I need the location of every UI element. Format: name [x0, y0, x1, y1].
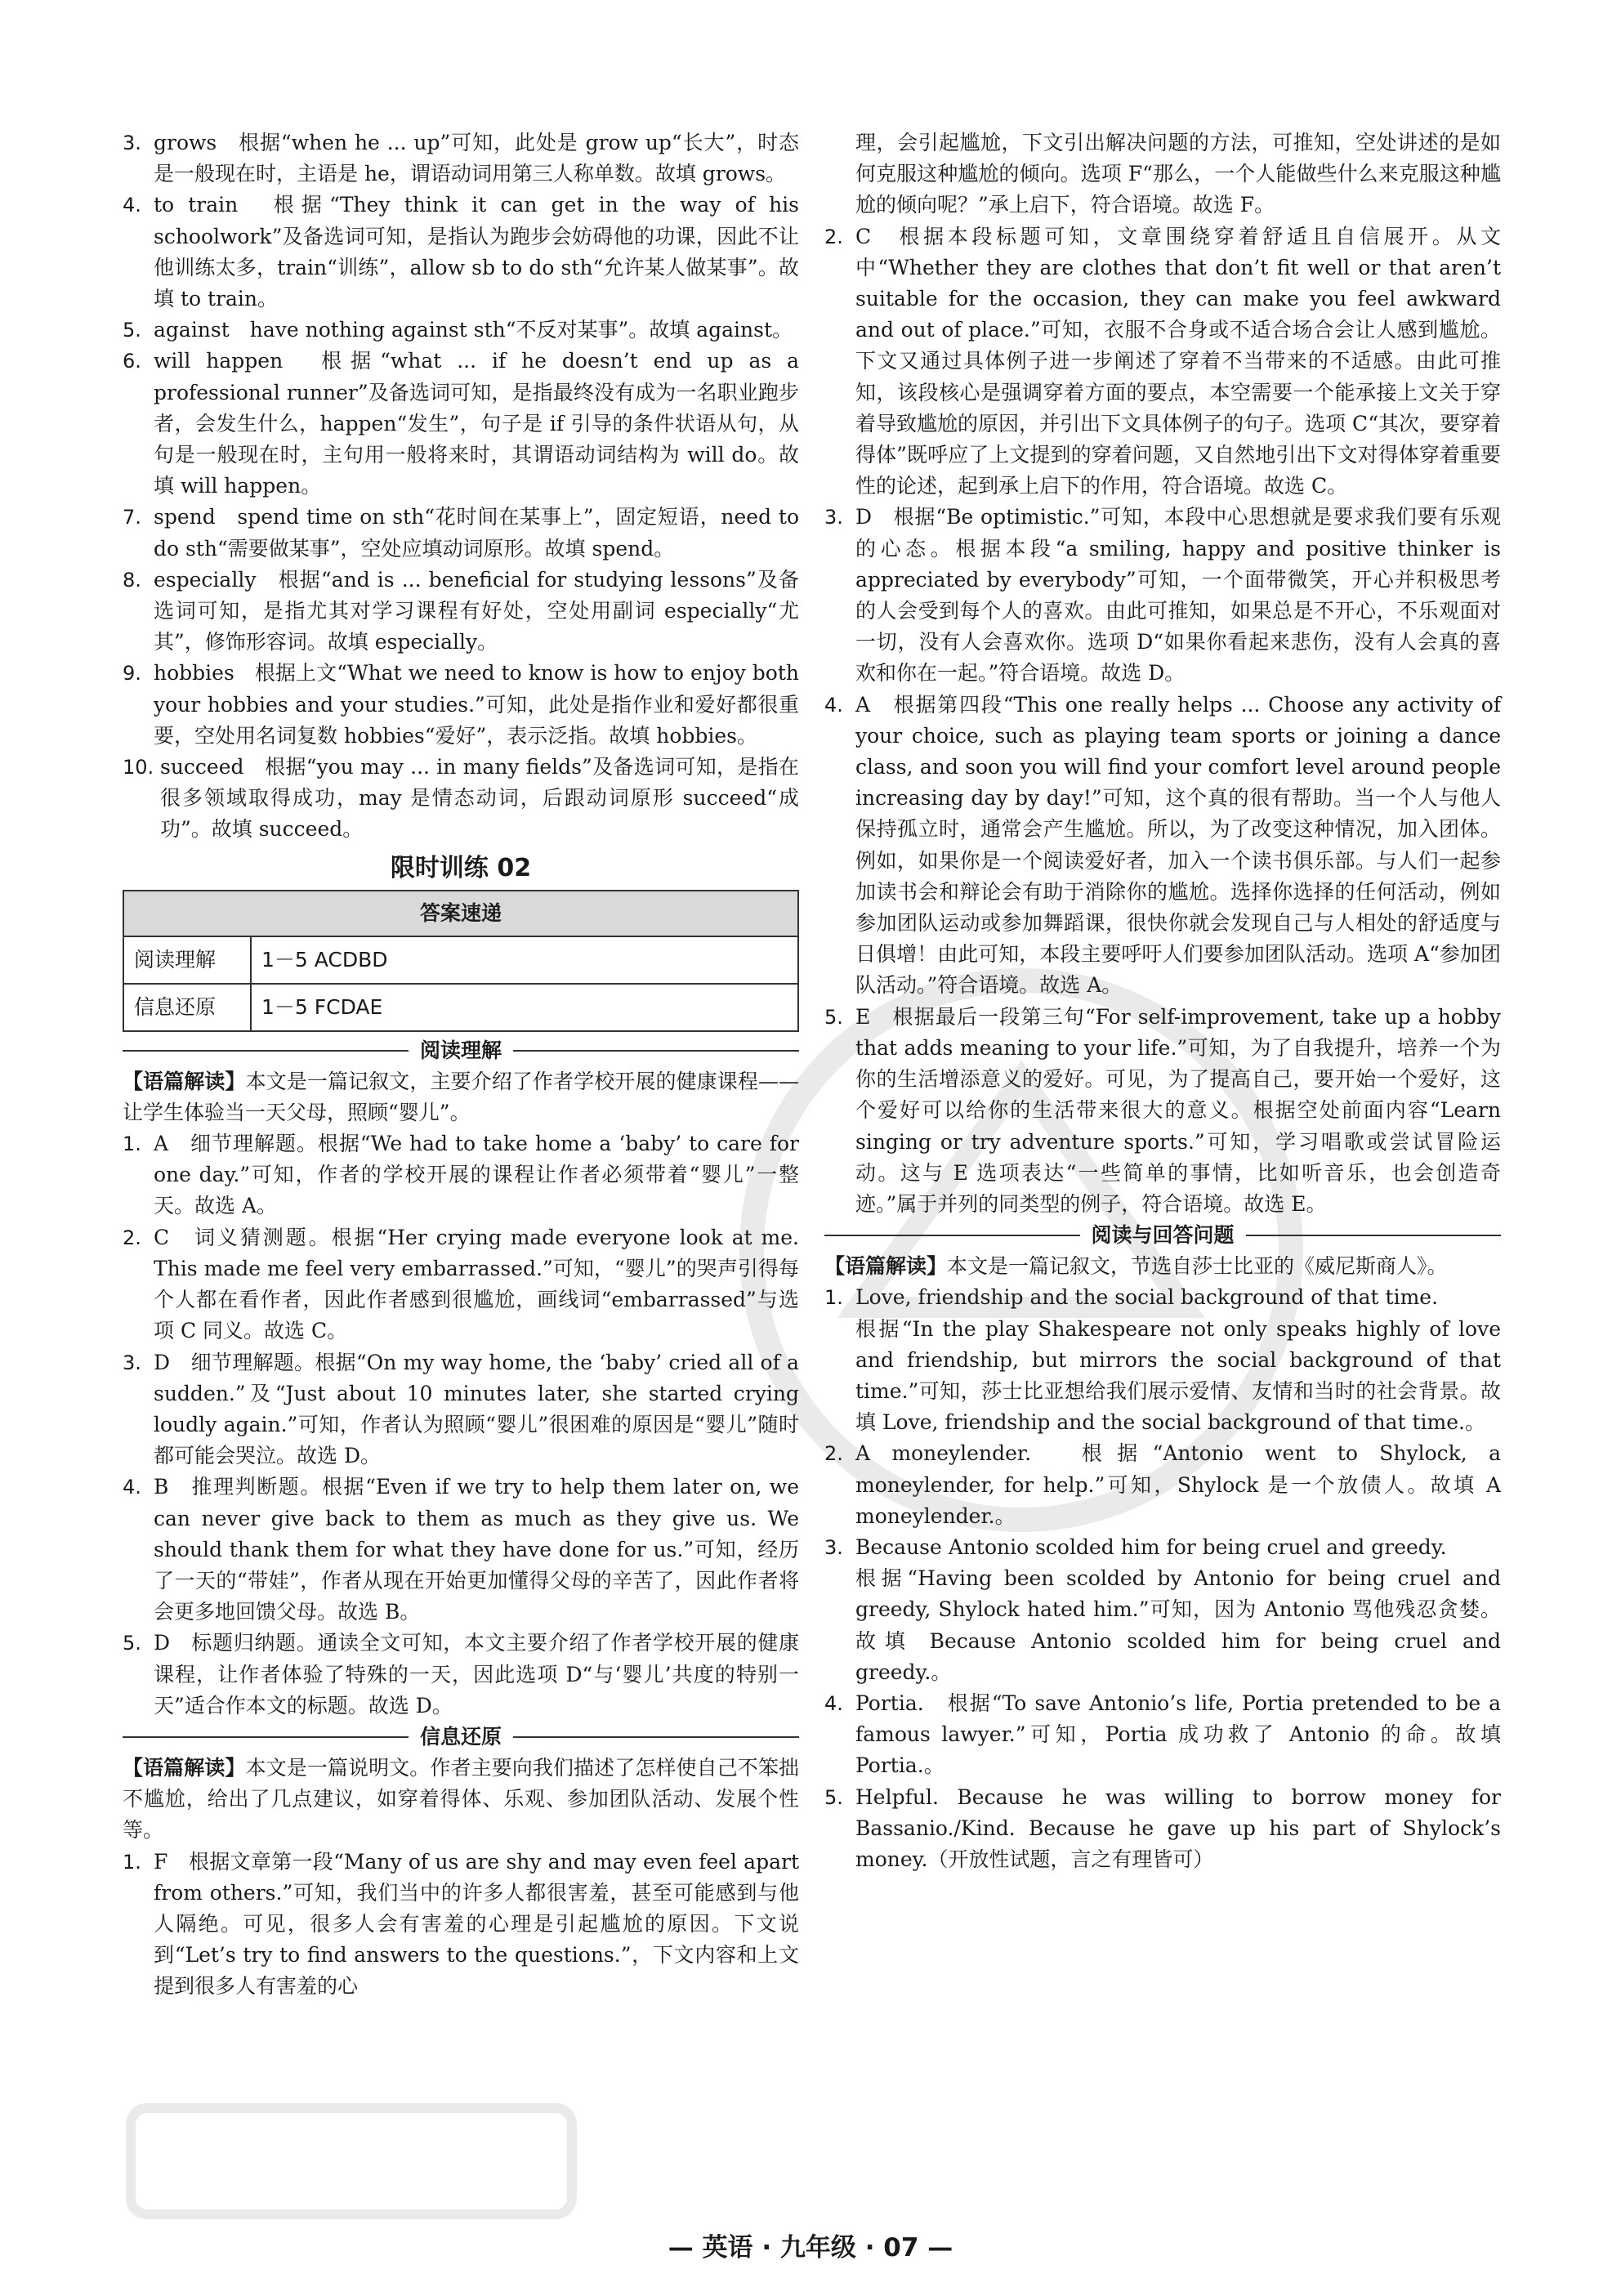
- list-item: 8. especially 根据“and is ... beneficial for studying lessons”及备选词可知，是指尤其对学习课程有好处，空处用副词 especially“尤其”，修饰形容词。故填 especially。: [123, 567, 799, 654]
- list-item: 1. F 根据文章第一段“Many of us are shy and may even feel apart from others.”可知，我们当中的许多人都很害羞，甚至可能感到与他人隔绝。可见，很多人会有害羞的心理是引起尴尬的原因。下文说到“Let’s try to find answers to the questions.”，下文内容和上文提到很多人有害羞的心: [123, 1849, 799, 1999]
- passage-intro: 【语篇解读】本文是一篇说明文。作者主要向我们描述了怎样使自己不笨拙不尴尬，给出了几点建议，如穿着得体、乐观、参加团队活动、发展个性等。: [123, 1755, 799, 1843]
- passage-intro: 【语篇解读】本文是一篇记叙文，节选自莎士比亚的《威尼斯商人》。: [824, 1254, 1448, 1279]
- page-footer: — 英语 · 九年级 · 07 —: [668, 2233, 953, 2262]
- passage-intro: 【语篇解读】本文是一篇记叙文，主要介绍了作者学校开展的健康课程——让学生体验当一天父母，照顾“婴儿”。: [123, 1069, 799, 1124]
- list-item: 1. A 细节理解题。根据“We had to take home a ‘baby’ to care for one day.”可知，作者的学校开展的课程让作者必须带着“婴儿”一整天。故选 A。: [123, 1132, 799, 1218]
- list-item: 6. will happen 根据“what ... if he doesn’t end up as a professional runner”及备选词可知，是指最终没有成为一名职业跑步者，会发生什么，happen“发生”，句子是 if 引导的条件状语从句，从句是一般现在时，主句用一般将来时，其谓语动词结构为 will do。故填 will happen。: [123, 349, 799, 498]
- list-item: 1. Love, friendship and the social background of that time. 根据“In the play Shakespeare not only speaks highly of love and friendship, but mirrors the social background of that time.”可知，莎士比亚想给我们展示爱情、友情和当时的社会背景。故填 Love, friendship and the social background of that time.。: [824, 1285, 1501, 1435]
- list-item: 3. D 细节理解题。根据“On my way home, the ‘baby’ cried all of a sudden.”及“Just about 10 minutes later, she started crying loudly again.”可知，作者认为照顾“婴儿”很困难的原因是“婴儿”随时都可能会哭泣。故选 D。: [123, 1350, 799, 1468]
- list-item: 4. B 推理判断题。根据“Even if we try to help them later on, we can never give back to them as much as they give us. We should thank them for what they have done for us.”可知，经历了一天的“带娃”，作者从现在开始更加懂得父母的辛苦了，因此作者将会更多地回馈父母。故选 B。: [123, 1475, 799, 1624]
- list-item: 3. Because Antonio scolded him for being cruel and greedy. 根据“Having been scolded by Antonio for being cruel and greedy, Shylock hated him.”可知，因为 Antonio 骂他残忍贪婪。故填 Because Antonio scolded him for being cruel and greedy.。: [824, 1534, 1501, 1684]
- list-item: 2. A moneylender. 根据“Antonio went to Shylock, a moneylender, for help.”可知，Shylock 是一个放债人。故填 A moneylender.。: [824, 1441, 1501, 1528]
- list-item: 3. grows 根据“when he ... up”可知，此处是 grow up“长大”，时态是一般现在时，主语是 he，谓语动词用第三人称单数。故填 grows。: [123, 131, 799, 186]
- list-item: 10. succeed 根据“you may ... in many fields”及备选词可知，是指在很多领域取得成功，may 是情态动词，后跟动词原形 succeed“成功”。故填 succeed。: [123, 755, 799, 842]
- answer-table: [123, 890, 799, 1032]
- list-item: 4. A 根据第四段“This one really helps ... Choose any activity of your choice, such as playing team sports or joining a dance class, and soon you will find your comfort level around people increasing day by day!”可知，这个真的很有帮助。当一个人与他人保持孤立时，通常会产生尴尬。所以，为了改变这种情况，加入团体。例如，如果你是一个阅读爱好者，加入一个读书俱乐部。与人们一起参加读书会和辩论会有助于消除你的尴尬。选择你选择的任何活动，例如参加团队运动或参加舞蹈课，很快你就会发现自己与人相处的舒适度与日俱增！由此可知，本段主要呼吁人们要参加团队活动。选项 A“参加团队活动。”符合语境。故选 A。: [824, 692, 1501, 998]
- list-item: 2. C 词义猜测题。根据“Her crying made everyone look at me. This made me feel very embarrassed.”可知，“婴儿”的哭声引得每个人都在看作者，因此作者感到很尴尬，画线词“embarrassed”与选项 C 同义。故选 C。: [123, 1225, 799, 1343]
- watermark-stamp: [123, 2092, 580, 2231]
- right-column: [824, 127, 1501, 1875]
- list-item: 5. against have nothing against sth“不反对某事”。故填 against。: [123, 318, 793, 342]
- section-divider: 阅读与回答问题: [824, 1222, 1501, 1249]
- table-row: [123, 984, 798, 1031]
- section-title: 限时训练 02: [390, 853, 532, 882]
- list-item: 5. D 标题归纳题。通读全文可知，本文主要介绍了作者学校开展的健康课程，让作者体验了特殊的一天，因此选项 D“与‘婴儿’共度的特别一天”适合作本文的标题。故选 D。: [123, 1631, 799, 1718]
- list-item: 5. E 根据最后一段第三句“For self-improvement, take up a hobby that adds meaning to your life.”可知，为了自我提升，培养一个为你的生活增添意义的爱好。可见，为了提高自己，要开始一个爱好，这个爱好可以给你的生活带来很大的意义。根据空处前面内容“Learn singing or try adventure sports.”可知，学习唱歌或尝试冒险运动。这与 E 选项表达“一些简单的事情，比如听音乐，也会创造奇迹。”属于并列的同类型的例子，符合语境。故选 E。: [824, 1004, 1501, 1216]
- table-row: [123, 936, 798, 984]
- list-item: 2. C 根据本段标题可知，文章围绕穿着舒适且自信展开。从文中“Whether they are clothes that don’t fit well or that aren’t suitable for the occasion, they can make you feel awkward and out of place.”可知，衣服不合身或不适合场合会让人感到尴尬。下文又通过具体例子进一步阐述了穿着不当带来的不适感。由此可推知，该段核心是强调穿着方面的要点，本空需要一个能承接上文关于穿着导致尴尬的原因，并引出下文具体例子的句子。选项 C“其次，要穿着得体”既呼应了上文提到的穿着问题，又自然地引出下文对得体穿着重要性的论述，起到承上启下的作用，符合语境。故选 C。: [824, 224, 1501, 498]
- section-divider: 阅读理解: [123, 1037, 799, 1065]
- table-cell-value: 1－5 ACDBD: [251, 936, 798, 984]
- table-cell-label: 阅读理解: [123, 936, 251, 984]
- section-divider: 信息还原: [123, 1723, 799, 1751]
- table-cell-label: 信息还原: [123, 984, 251, 1031]
- continued-text: 理，会引起尴尬，下文引出解决问题的方法，可推知，空处讲述的是如何克服这种尴尬的倾向。选项 F“那么，一个人能做些什么来克服这种尴尬的倾向呢？”承上启下，符合语境。故选 F。: [855, 131, 1501, 217]
- list-item: 9. hobbies 根据上文“What we need to know is how to enjoy both your hobbies and your studies.”可知，此处是指作业和爱好都很重要，空处用名词复数 hobbies“爱好”，表示泛指。故填 hobbies。: [123, 661, 799, 748]
- table-cell-value: 1－5 FCDAE: [251, 984, 798, 1031]
- left-column: [123, 127, 799, 2003]
- list-item: 7. spend spend time on sth“花时间在某事上”，固定短语，need to do sth“需要做某事”，空处应填动词原形。故填 spend。: [123, 505, 799, 561]
- list-item: 5. Helpful. Because he was willing to borrow money for Bassanio./Kind. Because he gave up his part of Shylock’s money.（开放性试题，言之有理皆可）: [824, 1785, 1501, 1871]
- list-item: 4. Portia. 根据“To save Antonio’s life, Portia pretended to be a famous lawyer.”可知，Portia 成功救了 Antonio 的命。故填 Portia.。: [824, 1691, 1501, 1778]
- answer-table-header: 答案速递: [123, 891, 798, 936]
- list-item: 4. to train 根据“They think it can get in the way of his schoolwork”及备选词可知，是指认为跑步会妨碍他的功课，因此不让他训练太多，train“训练”，allow sb to do sth“允许某人做某事”。故填 to train。: [123, 193, 799, 311]
- list-item: 3. D 根据“Be optimistic.”可知，本段中心思想就是要求我们要有乐观的心态。根据本段“a smiling, happy and positive thinker is appreciated by everybody”可知，一个面带微笑，开心并积极思考的人会受到每个人的喜欢。由此可推知，如果总是不开心，不乐观面对一切，没有人会喜欢你。选项 D“如果你看起来悲伤，没有人会真的喜欢和你在一起。”符合语境。故选 D。: [824, 505, 1501, 686]
